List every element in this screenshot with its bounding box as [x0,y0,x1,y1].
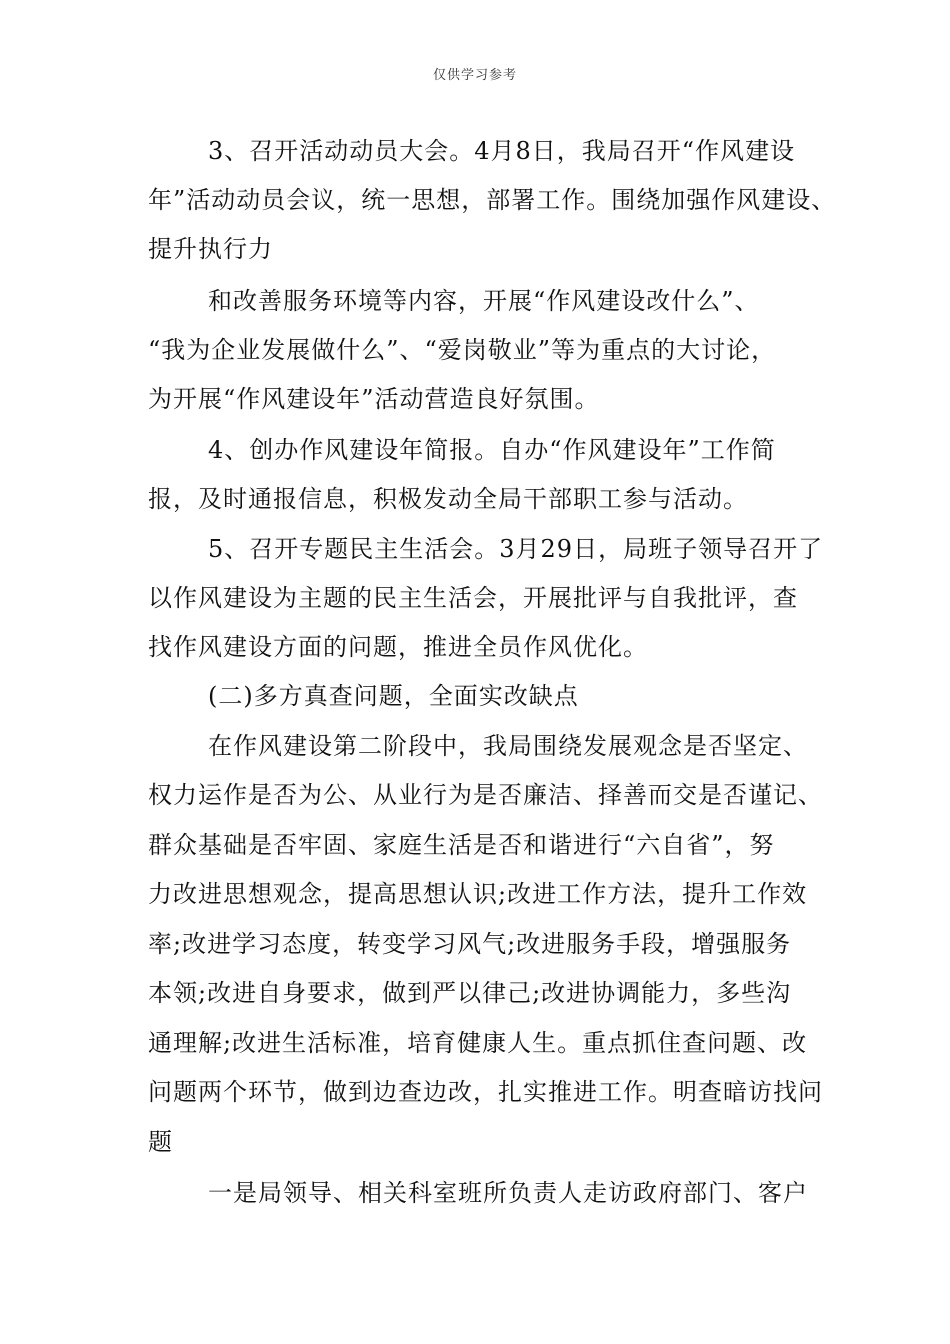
text-line: 和改善服务环境等内容，开展“作风建设改什么”、 [208,287,760,315]
text-line: 以作风建设为主题的民主生活会，开展批评与自我批评，查 [148,584,798,612]
page-header: 仅供学习参考 [432,68,517,83]
text-line: 题 [148,1128,173,1156]
text-line: “我为企业发展做什么”、“爱岗敬业”等为重点的大讨论， [148,336,777,364]
text-line: 提升执行力 [148,235,273,263]
text-line: 年”活动动员会议，统一思想，部署工作。围绕加强作风建设、 [148,186,837,214]
text-line: 找作风建设方面的问题，推进全员作风优化。 [148,633,648,661]
text-line: 率;改进学习态度，转变学习风气;改进服务手段，增强服务 [148,930,792,958]
text-line: 通理解;改进生活标准，培育健康人生。重点抓住查问题、改 [148,1029,808,1057]
text-line: 问题两个环节，做到边查边改，扎实推进工作。明查暗访找问 [148,1078,823,1106]
text-line: 3、召开活动动员大会。4月8日，我局召开“作风建设 [208,137,796,165]
text-line: 在作风建设第二阶段中，我局围绕发展观念是否坚定、 [208,732,808,760]
text-line: 为开展“作风建设年”活动营造良好氛围。 [148,385,600,413]
text-line: 一是局领导、相关科室班所负责人走访政府部门、客户 [208,1179,808,1207]
text-line: 5、召开专题民主生活会。3月29日，局班子领导召开了 [208,535,824,563]
text-line: 报，及时通报信息，积极发动全局干部职工参与活动。 [148,485,748,513]
text-line: 本领;改进自身要求，做到严以律己;改进协调能力，多些沟 [148,979,792,1007]
text-line: 权力运作是否为公、从业行为是否廉洁、择善而交是否谨记、 [148,781,823,809]
text-line: 4、创办作风建设年简报。自办“作风建设年”工作简 [208,436,776,464]
text-line: 群众基础是否牢固、家庭生活是否和谐进行“六自省”，努 [148,831,775,859]
section-heading: (二)多方真查问题，全面实改缺点 [208,682,579,710]
text-line: 力改进思想观念，提高思想认识;改进工作方法，提升工作效 [148,880,808,908]
